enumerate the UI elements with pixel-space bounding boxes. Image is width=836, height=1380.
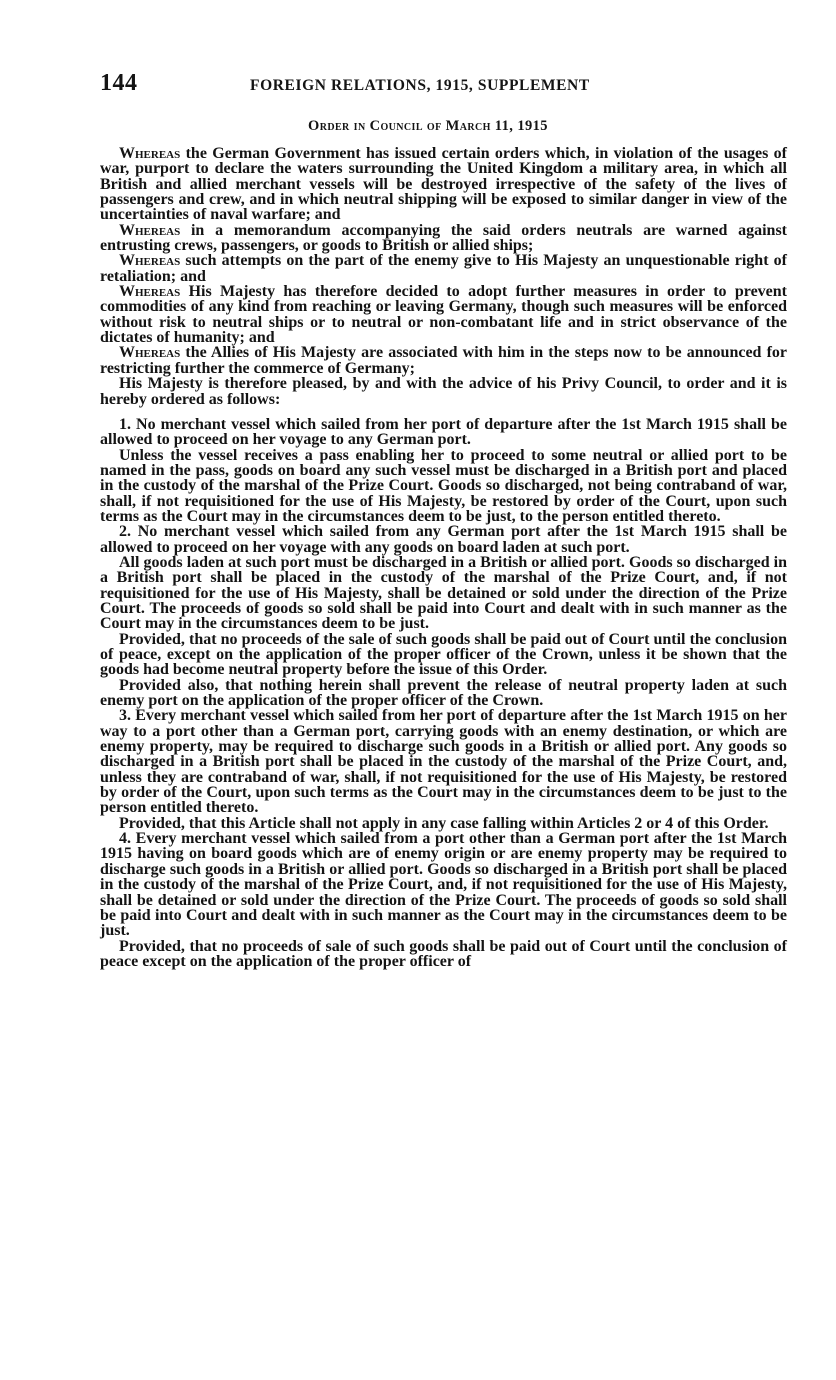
document-body xyxy=(100,146,787,969)
article-4: 4. Every merchant vessel which sailed from a port other than a German port after the 1st March 1915 having on board goods which are of enemy origin or are enemy property may be required to discharge such goods in a British or allied port. Goods so discharged in a British port shall be placed in the custody of the marshal of the Prize Court, and, if not requisitioned for the use of His Majesty, shall be detained or sold under the direction of the Prize Court. The proceeds of goods so sold shall be paid into Court and dealt with in such manner as the Court may in the circumstances deem to be just. xyxy=(100,830,787,940)
whereas-lead: Whereas xyxy=(119,221,181,239)
article-3-proviso: Provided, that this Article shall not apply in any case falling within Articles 2 or 4 of this Order. xyxy=(119,814,769,832)
paragraph-whereas-5 xyxy=(100,345,787,376)
paragraph-text: such attempts on the part of the enemy give to His Majesty an unquestionable right of retaliation; and xyxy=(100,252,787,285)
whereas-lead: Whereas xyxy=(119,283,181,301)
paragraph-text: His Majesty has therefore decided to adopt further measures in order to prevent commodities of any kind from reaching or leaving Germany, though such measures will be enforced without risk to neutral ships or to neutral or non-combatant life and in strict observance of the dictates of humanity; and xyxy=(100,283,787,347)
article-1-detail: Unless the vessel receives a pass enabling her to proceed to some neutral or allied port to be named in the pass, goods on board any such vessel must be discharged in a British port and placed in the custody of the marshal of the Prize Court. Goods so discharged, not being contraband of war, shall, if not requisitioned for the use of His Majesty, be restored by order of the Court, upon such terms as the Court may in the circumstances deem to be just, to the person entitled thereto. xyxy=(100,446,787,525)
paragraph-text: in a memorandum accompanying the said orders neutrals are warned against entrusting crews, passengers, or goods to British or allied ships; xyxy=(100,221,787,255)
article-2-proviso: Provided, that no proceeds of the sale of such goods shall be paid out of Court until the conclusion of peace, except on the application of the proper officer of the Crown, unless it be shown that the goods had become neutral property before the issue of this Order. xyxy=(100,630,787,679)
article-3: 3. Every merchant vessel which sailed from her port of departure after the 1st March 1915 on her way to a port other than a German port, carrying goods with an enemy destination, or which are enemy property, may be required to discharge such goods in a British or allied port. Any goods so discharged in a British port shall be placed in the custody of the marshal of the Prize Court, and, unless they are contraband of war, shall, if not requisitioned for the use of His Majesty, be restored by order of the Court, upon such terms as the Court may in the circumstances deem to be just to the person entitled thereto. xyxy=(100,707,787,817)
article-2-detail: All goods laden at such port must be discharged in a British or allied port. Goods so discharged in a British port shall be placed in the custody of the marshal of the Prize Court, and, if not requisitioned for the use of His Majesty, shall be detained or sold under the direction of the Prize Court. The proceeds of goods so sold shall be paid into Court and dealt with in such manner as the Court may in the circumstances deem to be just. xyxy=(100,553,787,633)
paragraph-whereas-1 xyxy=(100,146,787,223)
article-2: 2. No merchant vessel which sailed from any German port after the 1st March 1915 shall be allowed to proceed on her voyage with any goods on board laden at such port. xyxy=(100,523,787,556)
paragraph-text: the German Government has issued certain orders which, in violation of the usages of war, purport to declare the waters surrounding the United Kingdom a military area, in which all British and allied merchant vessels will be destroyed irrespective of the safety of the lives of passengers and crew, and in which neutral shipping will be exposed to similar danger in view of the uncertainties of naval warfare; and xyxy=(100,145,787,224)
page-header xyxy=(100,70,790,102)
article-2-proviso-also: Provided also, that nothing herein shall prevent the release of neutral property laden at such enemy port on the application of the proper officer of the Crown. xyxy=(100,676,787,710)
whereas-lead: Whereas xyxy=(119,344,181,362)
paragraph-whereas-4 xyxy=(100,284,787,345)
document-title: Order in Council of March 11, 1915 xyxy=(308,118,548,134)
paragraph-text: the Allies of His Majesty are associated with him in the steps now to be announced for restricting further the commerce of Germany; xyxy=(100,344,787,377)
article-1: 1. No merchant vessel which sailed from her port of departure after the 1st March 1915 shall be allowed to proceed on her voyage to any German port. xyxy=(100,415,787,449)
paragraph-whereas-2 xyxy=(100,223,787,254)
page-number: 144 xyxy=(100,70,138,96)
article-4-proviso: Provided, that no proceeds of sale of such goods shall be paid out of Court until the conclusion of peace except on the application of the proper officer of xyxy=(100,937,787,970)
whereas-lead: Whereas xyxy=(119,252,181,270)
whereas-lead: Whereas xyxy=(119,145,181,162)
running-head: FOREIGN RELATIONS, 1915, SUPPLEMENT xyxy=(250,77,590,94)
paragraph-ordering-clause: His Majesty is therefore pleased, by and with the advice of his Privy Council, to order and it is hereby ordered as follows: xyxy=(100,375,787,408)
paragraph-whereas-3 xyxy=(100,253,787,284)
